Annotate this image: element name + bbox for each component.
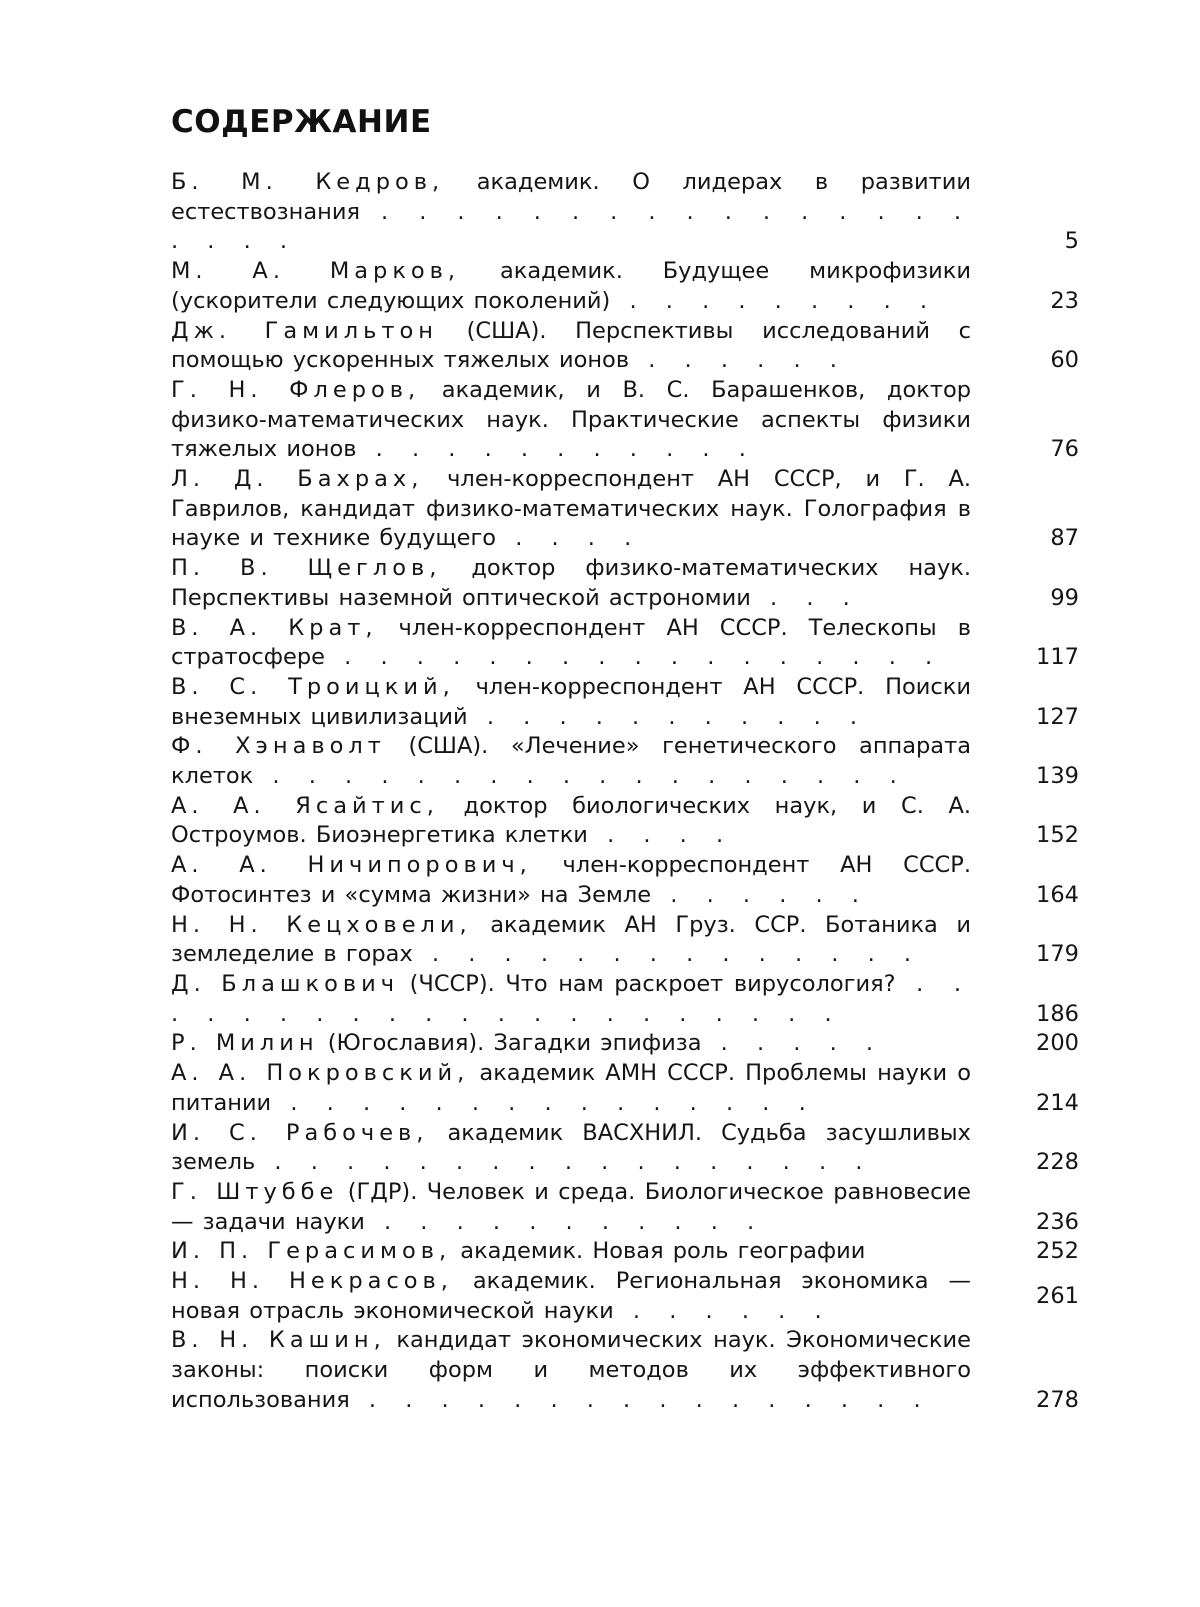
toc-entry-title: доктор физико-математических наук. Перспективы наземной оптической астрономии [171,555,972,611]
toc-entry-title: академик. О лидерах в развитии естествознания [171,169,971,225]
toc-entry-page-number: 200 [1036,1030,1079,1057]
toc-entry-leader-dots: . . . . . [701,1030,884,1057]
toc-entry-text [171,851,971,910]
toc-entry-text [171,732,971,791]
toc-entry [171,792,1079,851]
toc-entry [171,1029,1079,1059]
toc-entry-page-number: 76 [1050,436,1079,463]
toc-entry-page-number: 214 [1036,1089,1079,1116]
toc-entry [171,851,1079,910]
toc-entry-text [171,1178,971,1237]
toc-entry-text [171,317,971,376]
toc-entry-page-number: 252 [1036,1238,1079,1265]
toc-entry-page-number: 152 [1036,822,1079,849]
toc-entry-author: Д. Блашкович [171,970,400,997]
toc-entry [171,911,1079,970]
toc-entry-author: В. Н. Кашин, [171,1327,386,1354]
toc-entry [171,1326,1079,1415]
toc-entry-page-number: 60 [1050,347,1079,374]
toc-entry-leader-dots: . . . . . . [629,347,847,374]
toc-entry-title: (ГДР). Человек и среда. Биологическое равновесие — задачи науки [171,1178,971,1235]
toc-entry-page-number: 261 [1036,1282,1079,1309]
toc-entry-leader-dots: . . . . . . . . . [610,287,938,314]
toc-entry-page-number: 179 [1036,941,1079,968]
toc-entry-leader-dots: . . . [750,584,860,611]
toc-entry-leader-dots: . . . . . . . . . . . . . . . . . [325,644,943,671]
toc-entry-text [171,614,971,673]
toc-entry-author: Н. Н. Некрасов, [171,1268,453,1295]
toc-entry [171,673,1079,732]
toc-entry-author: Л. Д. Бахрах, [171,466,424,493]
toc-entry-text [171,1029,971,1059]
toc-entry-author: А. А. Ничипорович, [171,852,532,879]
toc-entry-title: член-корреспондент АН СССР. Фотосинтез и «сумма жизни» на Земле [171,852,971,908]
toc-entry-text [171,673,971,732]
toc-entry-leader-dots: . . . . . . . . . . . [467,703,868,730]
toc-entry-author: А. А. Ясайтис, [171,792,439,819]
toc-entry-text [171,1237,971,1267]
toc-entry-leader-dots: . . . . . . . . . . . . . . . . . . . . [171,198,971,255]
toc-entry-title: академик. Новая роль географии [451,1238,866,1265]
toc-entry-text [171,911,971,970]
toc-entry-title: член-корреспондент АН СССР. Поиски внеземных цивилизаций [171,673,971,730]
toc-entry-author: В. А. Крат, [171,614,378,641]
toc-entry [171,554,1079,613]
toc-entry-title: член-корреспондент АН СССР, и Г. А. Гаврилов, кандидат физико-математических наук. Голография в науке и технике будущего [171,466,971,552]
toc-entry [171,376,1079,465]
toc-entry-text [171,1267,971,1326]
toc-entry-author: Н. Н. Кецховели, [171,911,472,938]
toc-entry-text [171,168,971,257]
toc-entry-text [171,554,971,613]
toc-entry-page-number: 236 [1036,1208,1079,1235]
toc-entry-author: В. С. Троицкий, [171,673,455,700]
toc-entry [171,1119,1079,1178]
toc-entry-title: академик, и В. С. Барашенков, доктор физико-математических наук. Практические аспекты физики тяжелых ионов [171,376,971,463]
toc-entry-author: Ф. Хэнаволт [171,733,386,760]
toc-entry [171,1267,1079,1326]
toc-entry-leader-dots: . . . . . . [613,1297,832,1324]
toc-entry-author: И. С. Рабочев, [171,1119,429,1146]
toc-entry-page-number: 117 [1036,644,1079,671]
toc-entry-page-number: 139 [1036,763,1079,790]
toc-entry [171,614,1079,673]
toc-entry-page-number: 164 [1036,881,1079,908]
toc-entry-text [171,1326,971,1415]
toc-entry [171,257,1079,316]
toc-entry-title: академик. Будущее микрофизики (ускорители следующих поколений) [171,258,971,314]
toc-entry-page-number: 5 [1064,228,1079,255]
toc-entry-page-number: 127 [1036,703,1079,730]
toc-entry-page-number: 87 [1050,525,1079,552]
toc-entry-author: П. В. Щеглов, [171,555,442,582]
toc-entry-author: А. А. Покровский, [171,1060,470,1087]
toc-entry-author: Г. Н. Флеров, [171,376,421,403]
toc-entry [171,465,1079,554]
toc-entry-leader-dots: . . . . . . . . . . . . . . [412,941,922,968]
toc-entry-text [171,970,971,1029]
toc-entry [171,1178,1079,1237]
toc-entry-leader-dots: . . . . [587,822,734,849]
toc-entry-leader-dots: . . . . . . . . . . . [364,1208,765,1235]
toc-entry-leader-dots: . . . . . . . . . . . . . . . . [349,1386,931,1413]
toc-entry [171,970,1079,1029]
toc-entry-author: Г. Штуббе [171,1178,339,1205]
toc-entry-leader-dots: . . . . . . . . . . . . . . . [271,1089,816,1116]
toc-entry [171,1237,1079,1267]
toc-entry-text [171,792,971,851]
toc-entry [171,317,1079,376]
toc-entry-page-number: 278 [1036,1386,1079,1413]
toc-entry-title: (ЧССР). Что нам раскроет вирусология? [399,970,896,997]
toc-entry-title: (Югославия). Загадки эпифиза [318,1030,702,1057]
toc-entry-author: Дж. Гамильтон [171,317,438,344]
toc-entry-leader-dots: . . . . . . . . . . . . . . . . . [255,1149,873,1176]
toc-entry [171,1059,1079,1118]
toc-entry [171,732,1079,791]
toc-entry-author: Б. М. Кедров, [171,169,445,195]
toc-entry-leader-dots: . . . . . . . . . . . [356,436,756,463]
toc-entry-leader-dots: . . . . . . . . . . . . . . . . . . . . . [171,970,972,1027]
toc-entry-page-number: 186 [1036,1000,1079,1027]
toc-entry-page-number: 23 [1050,287,1079,314]
toc-entry-text [171,257,971,316]
table-of-contents [171,168,1079,1416]
toc-entry-author: Р. Милин [171,1030,319,1057]
toc-entry-title: академик. Региональная экономика — новая отрасль экономической науки [171,1268,972,1324]
toc-entry-title: (США). Перспективы исследований с помощью ускоренных тяжелых ионов [171,317,972,374]
toc-entry-page-number: 228 [1036,1149,1079,1176]
toc-entry-title: доктор биологических наук, и С. А. Остроумов. Биоэнергетика клетки [171,792,971,849]
toc-entry-text [171,1119,971,1178]
toc-entry-title: (США). «Лечение» генетического аппарата клеток [171,733,971,790]
toc-entry-title: член-корреспондент АН СССР. Телескопы в стратосфере [171,614,971,671]
toc-entry-author: М. А. Марков, [171,258,461,285]
toc-entry-leader-dots: . . . . [496,525,642,552]
toc-entry-text [171,465,971,554]
toc-entry-leader-dots: . . . . . . [651,881,869,908]
toc-entry-title: академик АМН СССР. Проблемы науки о питании [171,1060,971,1116]
toc-entry-leader-dots: . . . . . . . . . . . . . . . . . . [253,763,907,790]
toc-entry-title: академик АН Груз. ССР. Ботаника и земледелие в горах [171,911,972,968]
toc-entry-title: академик ВАСХНИЛ. Судьба засушливых земель [171,1119,972,1176]
toc-entry-text [171,1059,971,1118]
toc-entry-title: кандидат экономических наук. Экономические законы: поиски форм и методов их эффективного использования [171,1327,971,1413]
toc-entry-page-number: 99 [1050,584,1079,611]
toc-entry-author: И. П. Герасимов, [171,1238,452,1265]
page-title: СОДЕРЖАНИЕ [171,104,432,140]
toc-entry-text [171,376,971,465]
toc-entry [171,168,1079,257]
